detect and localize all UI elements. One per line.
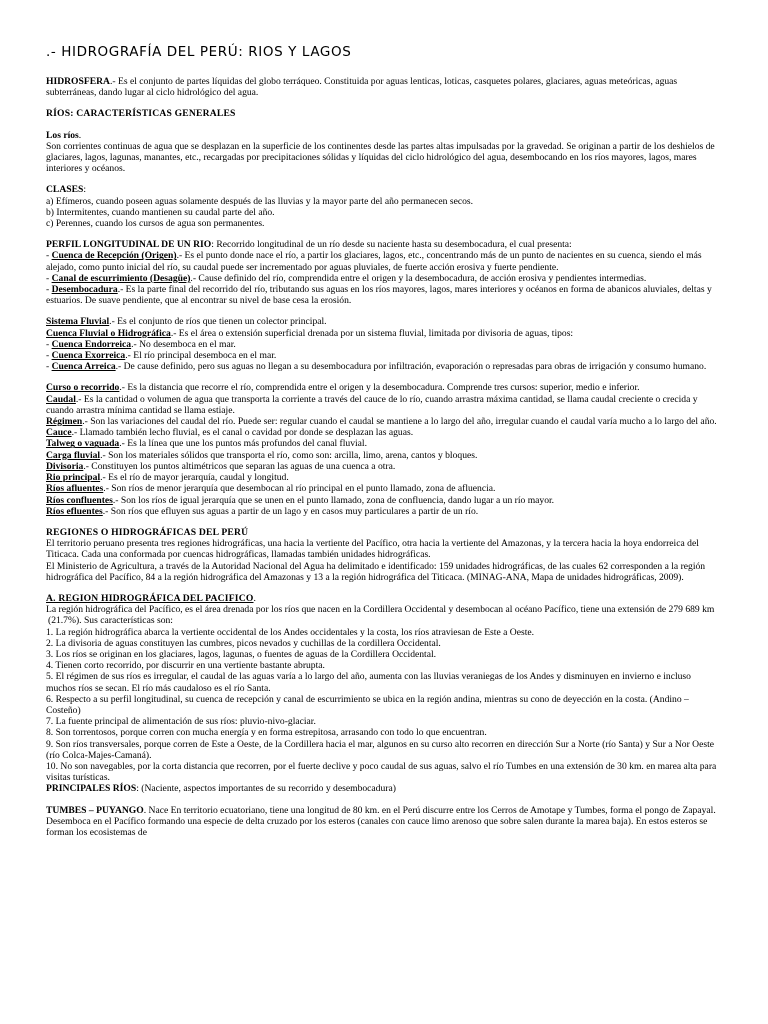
los-rios-term: Los ríos [46, 129, 79, 141]
principales-rios [46, 783, 722, 794]
perfil-item-term: Cuenca de Recepción (Origen) [51, 250, 177, 262]
perfil-item-term: Desembocadura [51, 284, 118, 296]
los-rios-description: Son corrientes continuas de agua que se desplazan en la superficie de los continentes desde las partes altas impulsadas por la gravedad. Se originan a partir de los deshielos de glaciares, lagos, lagunas, manantes, etc., recargadas por precipitaciones sólidas y líquidas del ciclo hidrológico del agua, desembocando en los ríos mayores, lagos, mares interiores y océanos. [46, 140, 715, 175]
pacifico-item: 4. Tienen corto recorrido, por discurrir en una vertiente bastante abrupta. [46, 660, 325, 672]
curso-text: .- Son ríos de menor jerarquía que desembocan al río principal en el punto llamado, zona de afluencia. [103, 483, 496, 495]
item-dash: - [46, 338, 52, 350]
curso-item [46, 438, 722, 449]
regiones-heading: REGIONES O HIDROGRÁFICAS DEL PERÚ [46, 526, 249, 538]
sistema-item [46, 328, 722, 339]
pacifico-item: 9. Son ríos transversales, porque corren de Este a Oeste, de la Cordillera hacia el mar, algunos en su curso alto recorren en dirección Sur a Norte (río Santa) y Sur a Nor Oeste (río Colca-Majes-Camaná). [46, 738, 715, 761]
pacifico-heading-text: A. REGION HIDROGRÁFICA DEL PACIFICO [46, 592, 254, 604]
perfil-item [46, 250, 722, 272]
item-dash: - [46, 250, 52, 262]
sistema-term: Cuenca Fluvial o Hidrográfica [46, 327, 171, 339]
curso-text: .- Son ríos que efluyen sus aguas a partir de un lago y en casos muy particulares a partir de un río. [102, 505, 479, 517]
perfil-item [46, 284, 722, 306]
perfil-item-text: .- Cause definido del río, comprendida entre el origen y la desembocadura, de acción erosiva y pendientes intermedias. [190, 272, 647, 284]
perfil-item [46, 273, 722, 284]
curso-term: Ríos efluentes [46, 505, 103, 517]
clases-term: CLASES [46, 184, 84, 196]
sistema-term: Cuenca Arreica [51, 361, 116, 373]
tumbes-paragraph [46, 805, 722, 839]
regiones-paragraph: El territorio peruano presenta tres regiones hidrográficas, una hacia la vertiente del Pacífico, otra hacia la vertiente del Amazonas, y la tercera hacia la hoya endorreica del Titicaca. Cada una conformada por cuencas hidrográficas, llamadas también unidades hidrográficas. [46, 538, 699, 561]
perfil-text: : Recorrido longitudinal de un río desde su naciente hasta su desembocadura, el cual presenta: [211, 239, 572, 251]
curso-text: .- Son las variaciones del caudal del río. Puede ser: regular cuando el caudal se mantiene a lo largo del año, irregular cuando el caudal varía mucho a lo largo del año. [82, 416, 717, 428]
curso-term: Rio principal [46, 472, 101, 484]
regiones-paragraph: El Ministerio de Agricultura, a través de la Autoridad Nacional del Agua ha delimitado e identificado: 159 unidades hidrográficas, de las cuales 62 corresponden a la región hidrográfica del Pacífico, 84 a la región hidrográfica del Amazonas y 13 a la región hidrográfica del Titicaca. (MINAG-ANA, Mapa de unidades hidrográficas, 2009). [46, 560, 706, 583]
pacifico-item: 2. La divisoria de aguas constituyen las cumbres, picos nevados y cuchillas de la cordillera Occidental. [46, 637, 441, 649]
sistema-item [46, 339, 722, 350]
curso-text: .- Son los materiales sólidos que transporta el río, como son: arcilla, limo, arena, cantos y bloques. [100, 449, 478, 461]
curso-item [46, 394, 722, 416]
curso-term: Ríos confluentes [46, 494, 113, 506]
curso-term: Régimen [46, 416, 83, 428]
perfil-item-term: Canal de escurrimiento (Desagüe) [51, 272, 191, 284]
los-rios-punct: . [78, 129, 82, 141]
curso-item [46, 472, 722, 483]
clases-item: a) Efímeros, cuando poseen aguas solamente después de las lluvias y la mayor parte del año permanecen secos. [46, 195, 474, 207]
sistema-text: .- De cause definido, pero sus aguas no llegan a su desembocadura por infiltración, evaporación o represadas para obras de irrigación y consumo humano. [115, 361, 707, 373]
curso-item [46, 461, 722, 472]
sistema-term: Sistema Fluvial [46, 316, 110, 328]
curso-item [46, 495, 722, 506]
curso-text: .- Es el río de mayor jerarquía, caudal y longitud. [100, 472, 289, 484]
curso-text: .- Constituyen los puntos altimétricos que separan las aguas de una cuenca a otra. [83, 460, 396, 472]
pacifico-item: 3. Los ríos se originan en los glaciares, lagos, lagunas, o fuentes de aguas de la Cordillera Occidental. [46, 648, 437, 660]
curso-term: Curso o recorrido [46, 382, 120, 394]
curso-term: Caudal [46, 393, 76, 405]
perfil-term: PERFIL LONGITUDINAL DE UN RIO [46, 239, 212, 251]
pacifico-intro: La región hidrográfica del Pacífico, es el área drenada por los ríos que nacen en la Cordillera Occidental y desembocan al océano Pacífico, tiene una extensión de 279 689 km [46, 604, 715, 616]
item-dash: - [46, 284, 52, 296]
curso-item [46, 506, 722, 517]
curso-text: .- Es la distancia que recorre el río, comprendida entre el origen y la desembocadura. Comprende tres cursos: superior, medio e inferior. [119, 382, 640, 394]
sistema-item [46, 350, 722, 361]
pacifico-item: 7. La fuente principal de alimentación de sus ríos: pluvio-nivo-glaciar. [46, 716, 316, 728]
curso-item [46, 382, 722, 393]
pacifico-item: 8. Son torrentosos, porque corren con mucha energía y en forma estrepitosa, arrasando con todo lo que encuentran. [46, 727, 487, 739]
clases-suffix: : [83, 184, 86, 196]
curso-item [46, 416, 722, 427]
sistema-term: Cuenca Exorreica [51, 350, 126, 362]
rios-heading: RÍOS: CARACTERÍSTICAS GENERALES [46, 108, 236, 120]
sistema-text: .- El río principal desemboca en el mar. [125, 350, 277, 362]
item-dash: - [46, 350, 52, 362]
curso-item [46, 450, 722, 461]
curso-text: .- Es la cantidad o volumen de agua que transporta la corriente a través del cauce de lo río, cuando arrastra máxima cantidad, se llama caudal creciente o crecida y cuando arrastra mínima cantidad se llama estiaje. [46, 393, 698, 416]
perfil-paragraph [46, 239, 722, 250]
sistema-text: .- Es el conjunto de ríos que tienen un colector principal. [109, 316, 327, 328]
pacifico-item: 1. La región hidrográfica abarca la vertiente occidental de los Andes occidentales y la costa, los ríos atraviesan de Este a Oeste. [46, 626, 535, 638]
curso-term: Divisoria [46, 460, 84, 472]
sistema-item [46, 361, 722, 372]
tumbes-text: . Nace En territorio ecuatoriano, tiene una longitud de 80 km. en el Perú discurre entre los Cerros de Amotape y Tumbes, forma el pongo de Zapayal. Desemboca en el Pacífico formando una especie de delta cruzado por los esteros (canales con cauce limo arenoso que sobre salen durante la marea baja). En estos esteros se forman los ecosistemas de [46, 804, 716, 838]
sistema-term: Cuenca Endorreica [51, 338, 132, 350]
curso-term: Cauce [46, 427, 72, 439]
sistema-text: .- No desemboca en el mar. [131, 338, 236, 350]
curso-term: Carga fluvial [46, 449, 101, 461]
pacifico-heading [46, 593, 722, 604]
principales-text: : (Naciente, aspectos importantes de su recorrido y desembocadura) [136, 783, 396, 795]
curso-text: .- Llamado también lecho fluvial, es el canal o cavidad por donde se desplazan las aguas. [71, 427, 414, 439]
pacifico-item: 10. No son navegables, por la corta distancia que recorren, por el fuerte declive y poco caudal de sus aguas, salvo el río Tumbes en una extensión de 30 km. en marea alta para visitas turísticas. [46, 760, 717, 784]
perfil-item-text: .- Es la parte final del recorrido del río, tributando sus aguas en los ríos mayores, lagos, mares interiores y océanos en forma de abanicos aluviales, deltas y estuarios. De suave pendiente, que al encontrar su nivel de base cesa la erosión. [46, 284, 712, 307]
curso-text: .- Son los ríos de igual jerarquía que se unen en el punto llamado, zona de confluencia, dando lugar a un río mayor. [112, 494, 555, 506]
principales-term: PRINCIPALES RÍOS [46, 783, 137, 795]
hidrosfera-paragraph [46, 76, 722, 98]
sistema-text: .- Es el área o extensión superficial drenada por un sistema fluvial, limitada por divisoria de aguas, tipos: [170, 327, 574, 339]
clases-title [46, 184, 722, 195]
los-rios-title [46, 130, 722, 141]
pacifico-intro-2: (21.7%). Sus características son: [48, 615, 173, 627]
page-title: .- HIDROGRAFÍA DEL PERÚ: RIOS Y LAGOS [46, 44, 352, 60]
sistema-item [46, 316, 722, 327]
curso-term: Ríos afluentes [46, 483, 104, 495]
pacifico-item: 5. El régimen de sus ríos es irregular, el caudal de las aguas varía a lo largo del año, aumenta con las lluvias veraniegas de los Andes y disminuyen en invierno e incluso muchos ríos se secan. El río más caudaloso es el río Santa. [46, 671, 691, 694]
pacifico-heading-suffix: . [253, 592, 256, 604]
curso-item [46, 427, 722, 438]
pacifico-item: 6. Respecto a su perfil longitudinal, su cuenca de recepción y canal de escurrimiento se ubica en la región andina, mientras su cono de deyección en la costa. (Andino – Costeño) [46, 693, 689, 716]
hidrosfera-term: HIDROSFERA [46, 76, 110, 87]
item-dash: - [46, 272, 52, 284]
clases-item: c) Perennes, cuando los cursos de agua son permanentes. [46, 218, 265, 230]
hidrosfera-text: .- Es el conjunto de partes líquidas del globo terráqueo. Constituida por aguas lenticas, loticas, casquetes polares, glaciares, aguas meteóricas, aguas subterráneas, dando lugar al ciclo hidrológico del agua. [46, 76, 678, 99]
clases-item: b) Intermitentes, cuando mantienen su caudal parte del año. [46, 206, 275, 218]
curso-text: .- Es la línea que une los puntos más profundos del canal fluvial. [119, 438, 367, 450]
item-dash: - [46, 361, 52, 373]
curso-term: Talweg o vaguada [46, 438, 120, 450]
tumbes-term: TUMBES – PUYANGO [46, 804, 144, 816]
perfil-item-text: .- Es el punto donde nace el río, a partir los glaciares, lagos, etc., concentrando más de un punto de nacientes en su cuenca, siendo el más alejado, como punto inicial del río, su caudal puede ser incrementado por aguas pluviales, de fuerte acción erosiva y fuerte pendiente. [46, 250, 702, 273]
curso-item [46, 483, 722, 494]
